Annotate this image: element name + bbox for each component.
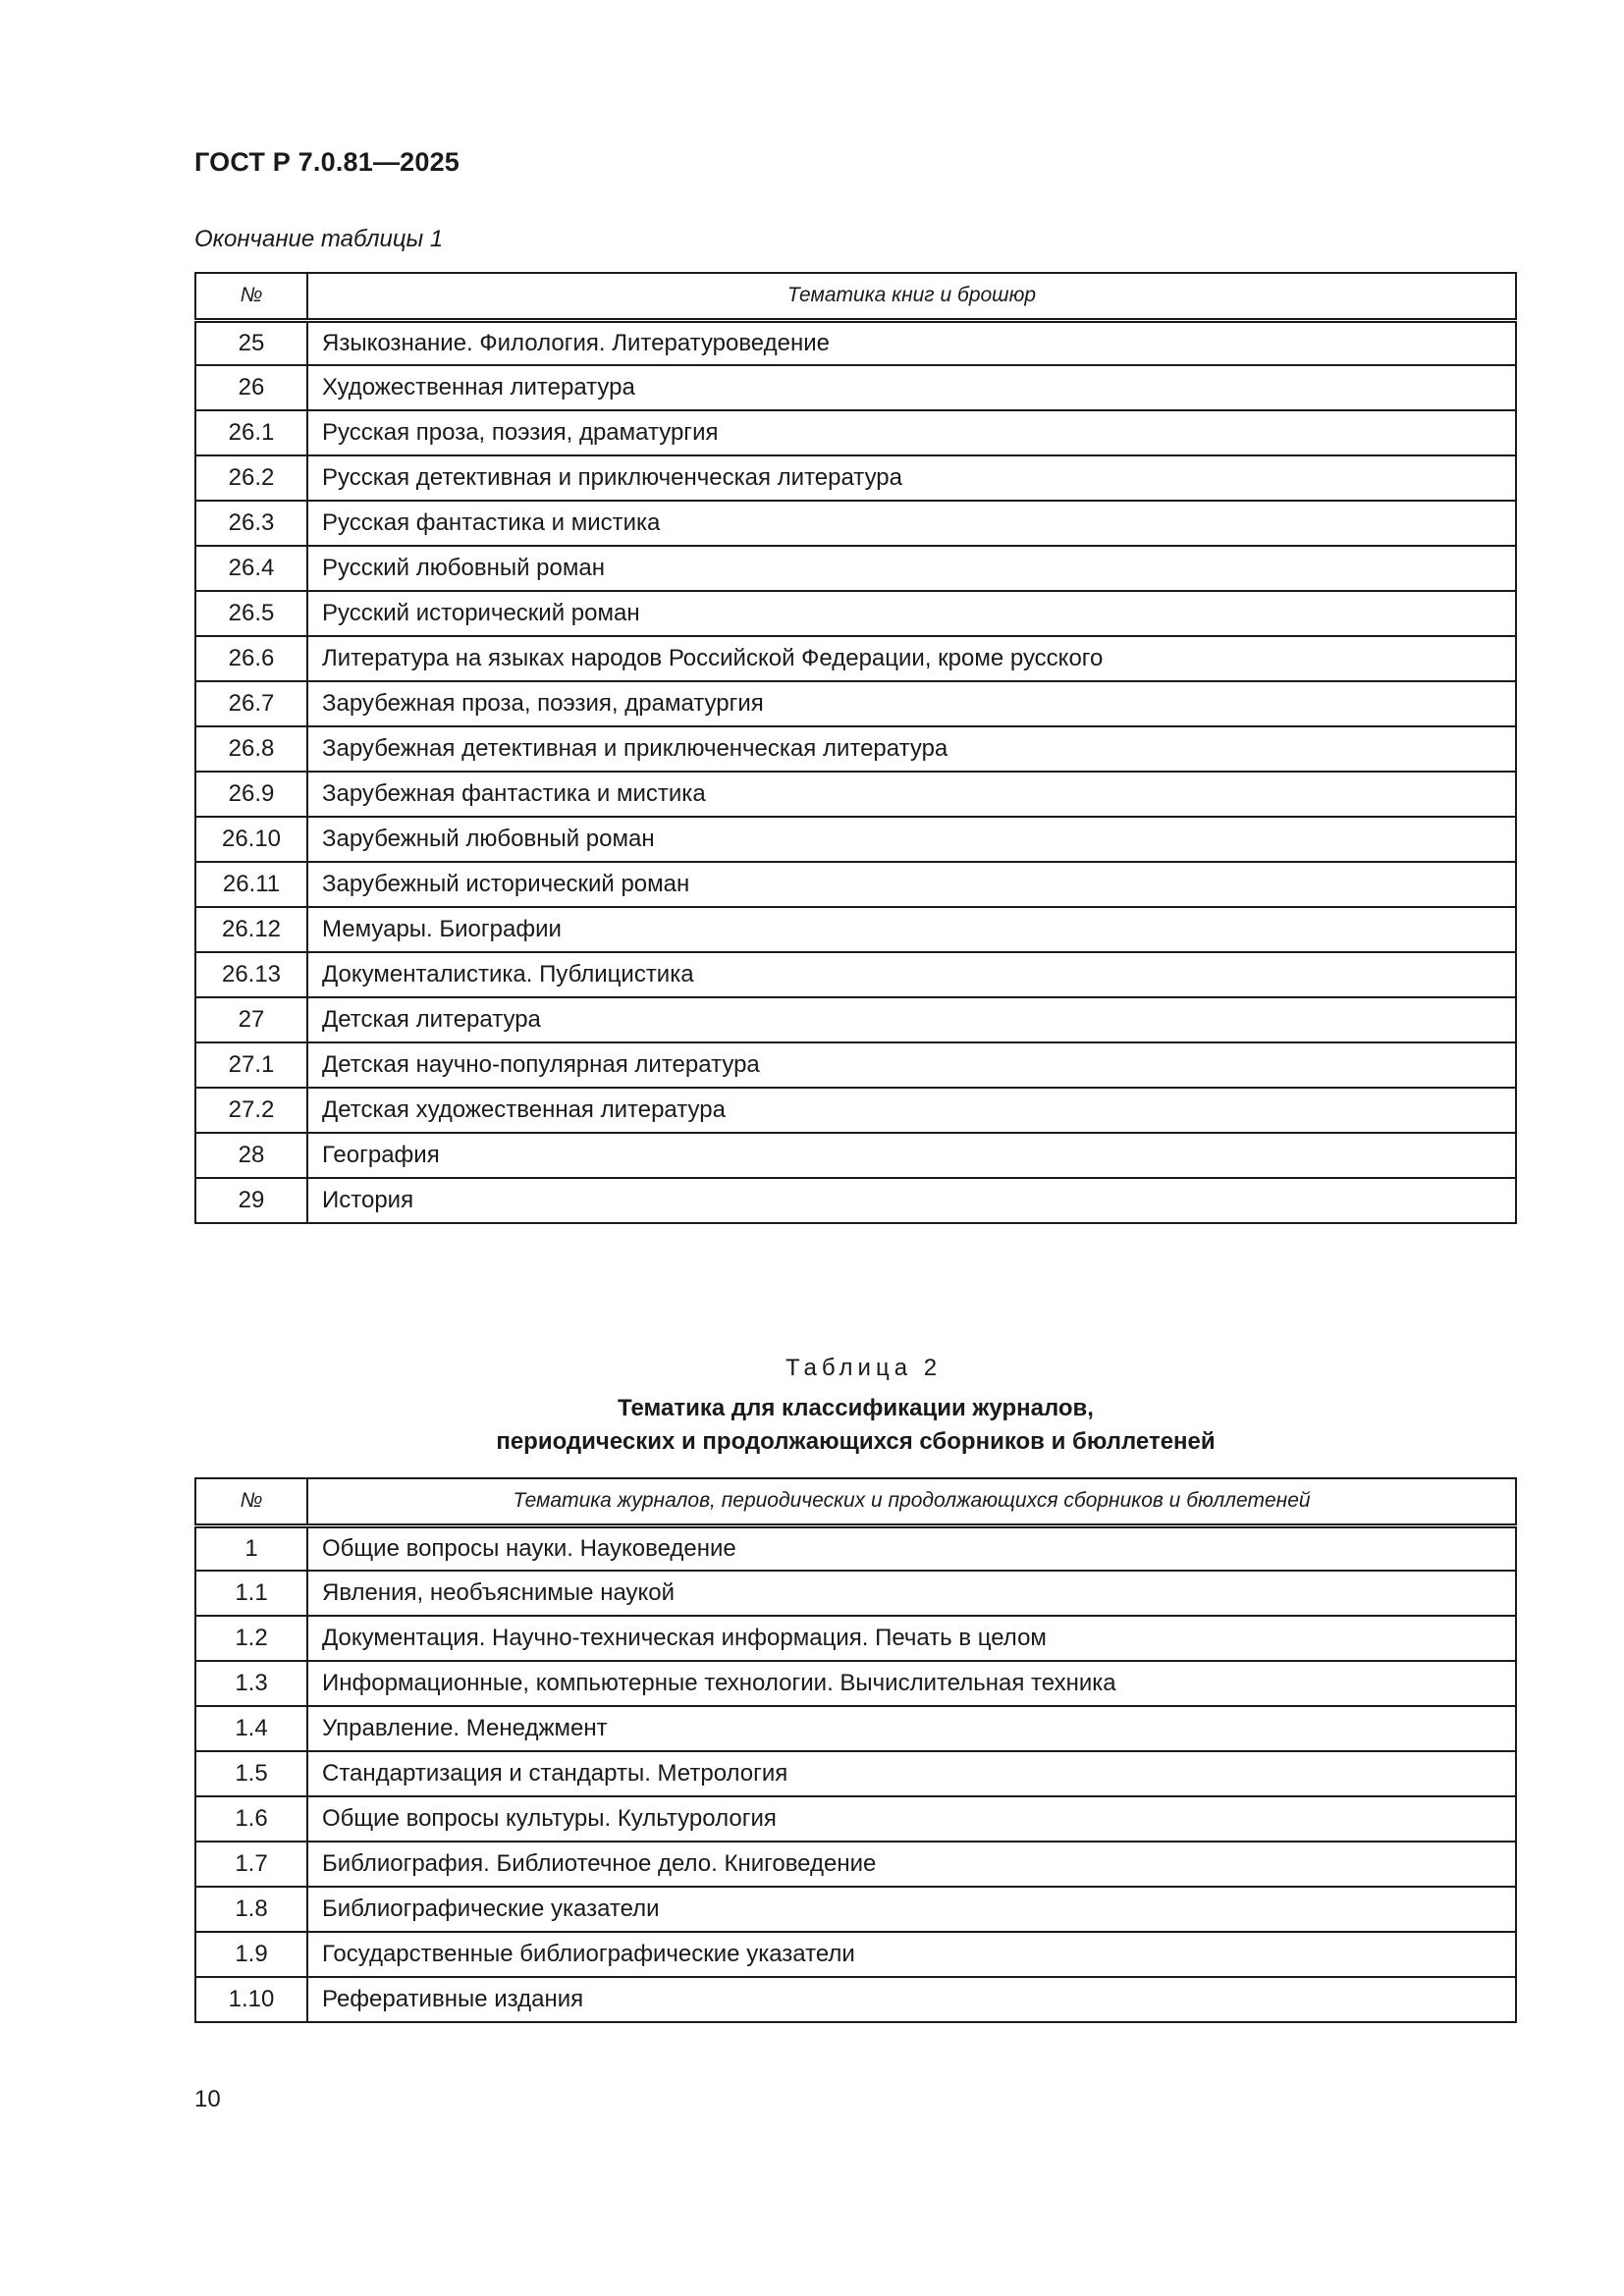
table-row: [195, 546, 1516, 591]
table-row: [195, 1932, 1516, 1977]
row-topic: Явления, необъяснимые наукой: [307, 1571, 1516, 1616]
row-topic: Русская фантастика и мистика: [307, 501, 1516, 546]
row-topic: Зарубежная фантастика и мистика: [307, 772, 1516, 817]
table-row: [195, 681, 1516, 726]
row-number: 26.3: [195, 501, 307, 546]
table-row: [195, 1178, 1516, 1223]
table-row: [195, 1661, 1516, 1706]
row-topic: Документация. Научно-техническая информация. Печать в целом: [307, 1616, 1516, 1661]
row-number: 1.9: [195, 1932, 307, 1977]
row-number: 26.8: [195, 726, 307, 772]
row-number: 27: [195, 997, 307, 1042]
table-row: [195, 1088, 1516, 1133]
table-row: [195, 365, 1516, 410]
table2-title-line1: Тематика для классификации журналов,: [618, 1395, 1094, 1421]
table-row: [195, 1977, 1516, 2022]
table2-body: [195, 1525, 1516, 2022]
row-topic: Реферативные издания: [307, 1977, 1516, 2022]
row-number: 26: [195, 365, 307, 410]
row-topic: Общие вопросы культуры. Культурология: [307, 1796, 1516, 1842]
row-number: 26.13: [195, 952, 307, 997]
table1: [194, 272, 1517, 1224]
row-topic: Библиография. Библиотечное дело. Книговедение: [307, 1842, 1516, 1887]
row-number: 1.10: [195, 1977, 307, 2022]
table1-header-row: [195, 273, 1516, 320]
row-topic: Детская литература: [307, 997, 1516, 1042]
row-number: 27.2: [195, 1088, 307, 1133]
table-row: [195, 1133, 1516, 1178]
table-row: [195, 1042, 1516, 1088]
row-topic: Общие вопросы науки. Науковедение: [307, 1525, 1516, 1571]
table-row: [195, 862, 1516, 907]
row-number: 26.9: [195, 772, 307, 817]
row-topic: Управление. Менеджмент: [307, 1706, 1516, 1751]
table2-col-topic-header: Тематика журналов, периодических и продолжающихся сборников и бюллетеней: [307, 1478, 1516, 1525]
table-row: [195, 320, 1516, 365]
row-number: 1.5: [195, 1751, 307, 1796]
row-number: 25: [195, 320, 307, 365]
row-number: 26.12: [195, 907, 307, 952]
row-number: 26.6: [195, 636, 307, 681]
table-row: [195, 726, 1516, 772]
table2: [194, 1477, 1517, 2023]
row-topic: Зарубежный исторический роман: [307, 862, 1516, 907]
table-row: [195, 907, 1516, 952]
row-number: 26.11: [195, 862, 307, 907]
table2-title-line2: периодических и продолжающихся сборников и бюллетеней: [496, 1428, 1216, 1455]
row-topic: География: [307, 1133, 1516, 1178]
table-row: [195, 1751, 1516, 1796]
row-topic: Художественная литература: [307, 365, 1516, 410]
row-topic: Детская художественная литература: [307, 1088, 1516, 1133]
table-row: [195, 1842, 1516, 1887]
row-number: 26.10: [195, 817, 307, 862]
table2-col-num-header: №: [195, 1478, 307, 1525]
page-number: 10: [194, 2086, 221, 2112]
table-row: [195, 1706, 1516, 1751]
row-topic: Библиографические указатели: [307, 1887, 1516, 1932]
table2-title: [194, 1392, 1517, 1459]
row-topic: Русский исторический роман: [307, 591, 1516, 636]
row-topic: Русский любовный роман: [307, 546, 1516, 591]
row-topic: Русская детективная и приключенческая литература: [307, 455, 1516, 501]
row-number: 1.6: [195, 1796, 307, 1842]
row-number: 28: [195, 1133, 307, 1178]
table-row: [195, 636, 1516, 681]
row-number: 1: [195, 1525, 307, 1571]
table-row: [195, 952, 1516, 997]
row-number: 26.7: [195, 681, 307, 726]
table2-label: Таблица 2: [785, 1355, 943, 1381]
table-row: [195, 1887, 1516, 1932]
row-number: 26.5: [195, 591, 307, 636]
row-number: 27.1: [195, 1042, 307, 1088]
row-topic: Мемуары. Биографии: [307, 907, 1516, 952]
table-row: [195, 1616, 1516, 1661]
table-row: [195, 1796, 1516, 1842]
table-row: [195, 501, 1516, 546]
row-number: 1.8: [195, 1887, 307, 1932]
row-number: 1.2: [195, 1616, 307, 1661]
table1-continuation-label: Окончание таблицы 1: [194, 226, 444, 252]
row-topic: Стандартизация и стандарты. Метрология: [307, 1751, 1516, 1796]
row-topic: Государственные библиографические указатели: [307, 1932, 1516, 1977]
row-topic: Зарубежный любовный роман: [307, 817, 1516, 862]
table-row: [195, 997, 1516, 1042]
row-topic: Документалистика. Публицистика: [307, 952, 1516, 997]
table1-body: [195, 320, 1516, 1223]
row-topic: Зарубежная проза, поэзия, драматургия: [307, 681, 1516, 726]
table1-col-num-header: №: [195, 273, 307, 320]
row-number: 1.7: [195, 1842, 307, 1887]
row-number: 29: [195, 1178, 307, 1223]
row-topic: Русская проза, поэзия, драматургия: [307, 410, 1516, 455]
standard-code: ГОСТ Р 7.0.81—2025: [194, 147, 460, 177]
row-number: 26.1: [195, 410, 307, 455]
row-number: 1.4: [195, 1706, 307, 1751]
row-topic: Информационные, компьютерные технологии. Вычислительная техника: [307, 1661, 1516, 1706]
row-number: 1.3: [195, 1661, 307, 1706]
table-row: [195, 410, 1516, 455]
table-row: [195, 1525, 1516, 1571]
table-row: [195, 591, 1516, 636]
table1-col-topic-header: Тематика книг и брошюр: [307, 273, 1516, 320]
table-row: [195, 1571, 1516, 1616]
table-row: [195, 817, 1516, 862]
table-row: [195, 772, 1516, 817]
row-topic: Детская научно-популярная литература: [307, 1042, 1516, 1088]
table2-header-row: [195, 1478, 1516, 1525]
row-number: 1.1: [195, 1571, 307, 1616]
row-number: 26.4: [195, 546, 307, 591]
row-topic: Языкознание. Филология. Литературоведение: [307, 320, 1516, 365]
row-number: 26.2: [195, 455, 307, 501]
row-topic: История: [307, 1178, 1516, 1223]
row-topic: Литература на языках народов Российской Федерации, кроме русского: [307, 636, 1516, 681]
table-row: [195, 455, 1516, 501]
row-topic: Зарубежная детективная и приключенческая литература: [307, 726, 1516, 772]
